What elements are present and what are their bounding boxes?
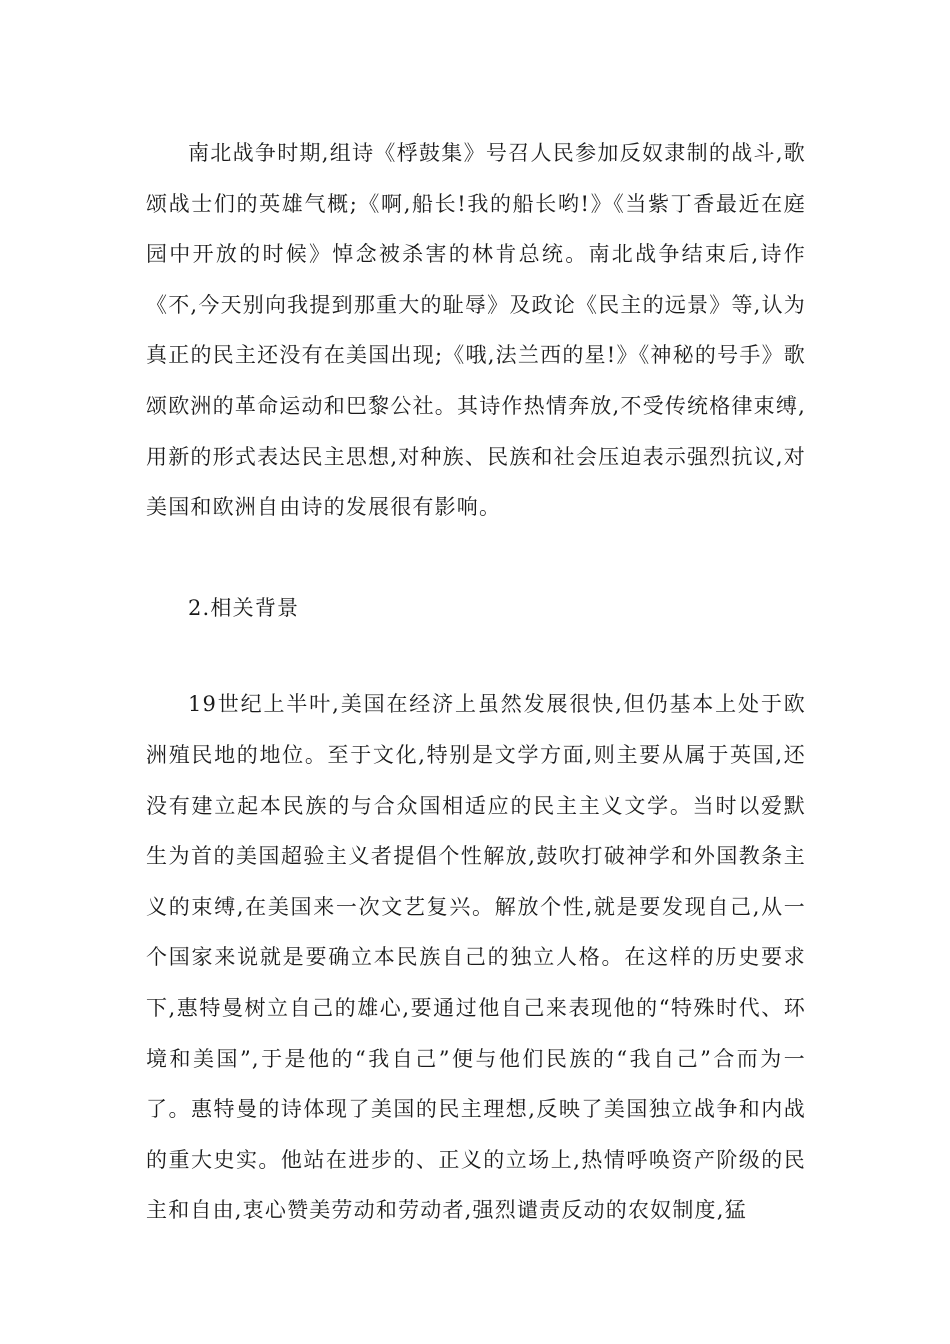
paragraph-spacer bbox=[146, 633, 806, 679]
paragraph-background: 19世纪上半叶,美国在经济上虽然发展很快,但仍基本上处于欧洲殖民地的地位。至于文化,特别是文学方面,则主要从属于英国,还没有建立起本民族的与合众国相适应的民主主义文学。当时以爱默生为首的美国超验主义者提倡个性解放,鼓吹打破神学和外国教条主义的束缚,在美国来一次文艺复兴。解放个性,就是要发现自己,从一个国家来说就是要确立本民族自己的独立人格。在这样的历史要求下,惠特曼树立自己的雄心,要通过他自己来表现他的“特殊时代、环境和美国”,于是他的“我自己”便与他们民族的“我自己”合而为一了。惠特曼的诗体现了美国的民主理想,反映了美国独立战争和内战的重大史实。他站在进步的、正义的立场上,热情呼唤资产阶级的民主和自由,衷心赞美劳动和劳动者,强烈谴责反动的农奴制度,猛 bbox=[146, 692, 806, 1223]
paragraph-civil-war-works: 南北战争时期,组诗《桴鼓集》号召人民参加反奴隶制的战斗,歌颂战士们的英雄气概;《啊,船长!我的船长哟!》《当紫丁香最近在庭园中开放的时候》悼念被杀害的林肯总统。南北战争结束后,诗作《不,今天别向我提到那重大的耻辱》及政论《民主的远景》等,认为真正的民主还没有在美国出现;《哦,法兰西的星!》《神秘的号手》歌颂欧洲的革命运动和巴黎公社。其诗作热情奔放,不受传统格律束缚,用新的形式表达民主思想,对种族、民族和社会压迫表示强烈抗议,对美国和欧洲自由诗的发展很有影响。 bbox=[146, 141, 806, 520]
section-heading: 2.相关背景 bbox=[188, 595, 300, 620]
document-body bbox=[146, 128, 806, 1236]
paragraph-spacer bbox=[146, 533, 806, 583]
